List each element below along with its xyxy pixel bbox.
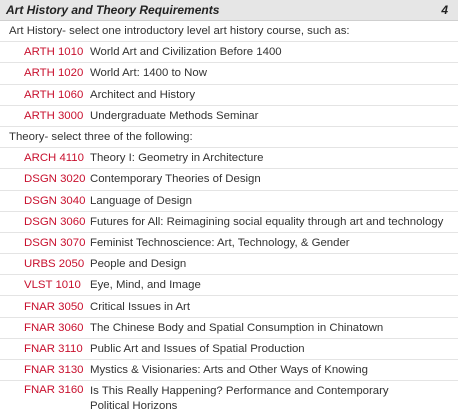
header-title: Art History and Theory Requirements — [6, 3, 220, 17]
course-code-link[interactable]: DSGN 3020 — [24, 173, 86, 186]
course-title: Feminist Technoscience: Art, Technology, & Gender — [90, 236, 350, 249]
course-row — [0, 254, 458, 275]
table-header — [0, 0, 458, 21]
course-row — [0, 106, 458, 127]
course-row — [0, 233, 458, 254]
course-title: Undergraduate Methods Seminar — [90, 109, 259, 122]
course-title: Public Art and Issues of Spatial Production — [90, 342, 305, 355]
course-code-link[interactable]: FNAR 3110 — [24, 342, 83, 355]
course-title: Theory I: Geometry in Architecture — [90, 152, 264, 165]
course-row — [0, 296, 458, 317]
course-code-link[interactable]: FNAR 3160 — [24, 384, 84, 397]
course-row — [0, 339, 458, 360]
course-code-link[interactable]: FNAR 3050 — [24, 300, 84, 313]
course-row — [0, 318, 458, 339]
course-title: Futures for All: Reimagining social equality through art and technology — [90, 215, 444, 228]
course-code-link[interactable]: DSGN 3070 — [24, 236, 86, 249]
course-code-link[interactable]: DSGN 3060 — [24, 215, 86, 228]
course-row — [0, 381, 458, 411]
course-title: Is This Really Happening? Performance and Contemporary Political Horizons — [90, 385, 389, 413]
course-row — [0, 148, 458, 169]
course-title: Mystics & Visionaries: Arts and Other Ways of Knowing — [90, 364, 368, 377]
course-row — [0, 360, 458, 381]
course-code-link[interactable]: DSGN 3040 — [24, 194, 86, 207]
course-title: The Chinese Body and Spatial Consumption in Chinatown — [90, 321, 384, 334]
course-code-link[interactable]: ARTH 1010 — [24, 46, 84, 59]
course-title: Contemporary Theories of Design — [90, 173, 261, 186]
course-code-link[interactable]: ARTH 1060 — [24, 88, 84, 101]
course-row — [0, 191, 458, 212]
course-code-link[interactable]: ARCH 4110 — [24, 152, 84, 165]
section-label-theory: Theory- select three of the following: — [0, 127, 458, 148]
course-row — [0, 85, 458, 106]
course-row — [0, 212, 458, 233]
course-code-link[interactable]: FNAR 3130 — [24, 364, 84, 377]
section-label-art-history: Art History- select one introductory level art history course, such as: — [0, 21, 458, 42]
course-code-link[interactable]: VLST 1010 — [24, 279, 81, 292]
course-row — [0, 42, 458, 63]
course-title: Eye, Mind, and Image — [90, 279, 201, 292]
course-code-link[interactable]: FNAR 3060 — [24, 321, 84, 334]
course-title: Architect and History — [90, 88, 196, 101]
course-row — [0, 63, 458, 84]
course-code-link[interactable]: ARTH 1020 — [24, 67, 84, 80]
course-code-link[interactable]: URBS 2050 — [24, 258, 85, 271]
course-row — [0, 169, 458, 190]
course-title: World Art: 1400 to Now — [90, 67, 207, 80]
course-title: Critical Issues in Art — [90, 300, 191, 313]
course-code-link[interactable]: ARTH 3000 — [24, 109, 84, 122]
course-row — [0, 275, 458, 296]
course-title: World Art and Civilization Before 1400 — [90, 46, 282, 59]
header-hours: 4 — [441, 3, 448, 17]
course-title: People and Design — [90, 258, 187, 271]
course-title: Language of Design — [90, 194, 192, 207]
